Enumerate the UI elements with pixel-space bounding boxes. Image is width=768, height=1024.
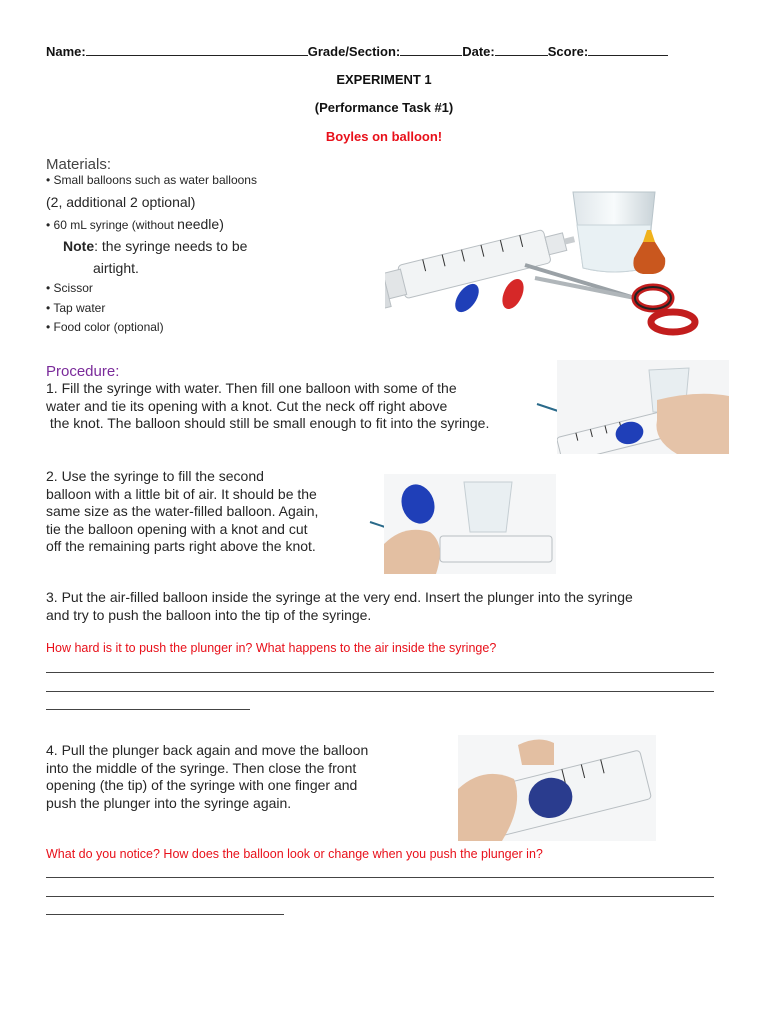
step-1-line: the knot. The balloon should still be small enough to fit into the syringe.	[46, 415, 490, 431]
step-3-line: 3. Put the air-filled balloon inside the syringe at the very end. Insert the plunger into the syringe	[46, 589, 633, 605]
step-3-line: and try to push the balloon into the tip of the syringe.	[46, 606, 372, 623]
syringe-text: • 60 mL syringe (without	[46, 218, 178, 232]
worksheet-header	[46, 44, 668, 59]
name-label: Name:	[46, 44, 86, 59]
activity-title: Boyles on balloon!	[325, 129, 443, 144]
score-label: Score:	[547, 44, 589, 59]
material-item-syringe	[46, 216, 224, 234]
answer-line-2[interactable]	[46, 691, 714, 692]
step-2-line: balloon with a little bit of air. It should be the	[46, 485, 317, 502]
material-item-water: • Tap water	[46, 301, 106, 315]
task-subtitle: (Performance Task #1)	[314, 100, 454, 115]
experiment-title: EXPERIMENT 1	[336, 72, 432, 87]
name-blank[interactable]	[86, 55, 308, 56]
step-2-line: same size as the water-filled balloon. Again,	[46, 503, 319, 519]
date-blank[interactable]	[495, 55, 548, 56]
note-line	[63, 238, 247, 254]
material-item-balloons: • Small balloons such as water balloons	[46, 173, 257, 187]
grade-label: Grade/Section:	[307, 44, 401, 59]
answer-line-3[interactable]	[46, 709, 250, 710]
note-continuation: airtight.	[93, 260, 139, 276]
step-1-line: 1. Fill the syringe with water. Then fill one balloon with some of the	[46, 380, 457, 396]
needle-text: needle)	[177, 216, 224, 232]
answer-line-4[interactable]	[46, 877, 714, 878]
materials-heading: Materials:	[46, 156, 112, 173]
step-2-line: 2. Use the syringe to fill the second	[46, 468, 264, 484]
grade-blank[interactable]	[400, 55, 462, 56]
procedure-heading: Procedure:	[46, 363, 120, 380]
material-item-food-color: • Food color (optional)	[46, 320, 164, 334]
step-2-photo	[384, 474, 556, 574]
material-item-balloons-cont: (2, additional 2 optional)	[46, 194, 196, 210]
answer-line-5[interactable]	[46, 896, 714, 897]
answer-line-1[interactable]	[46, 672, 714, 673]
score-blank[interactable]	[588, 55, 668, 56]
step-4-line: opening (the tip) of the syringe with one finger and	[46, 777, 358, 793]
step-2-line: tie the balloon opening with a knot and cut	[46, 520, 308, 537]
step-2	[46, 468, 376, 556]
answer-line-6[interactable]	[46, 914, 284, 915]
step-4-line: into the middle of the syringe. Then close the front	[46, 759, 357, 776]
question-2: What do you notice? How does the balloon look or change when you push the plunger in?	[46, 847, 543, 861]
question-1: How hard is it to push the plunger in? What happens to the air inside the syringe?	[46, 641, 497, 655]
materials-photo	[385, 180, 715, 342]
note-label: Note	[63, 238, 95, 254]
step-2-line: off the remaining parts right above the knot.	[46, 538, 316, 554]
step-4-photo	[458, 735, 656, 841]
note-text: : the syringe needs to be	[94, 238, 248, 254]
step-1	[46, 380, 566, 433]
step-4	[46, 742, 446, 812]
step-1-photo	[557, 360, 729, 454]
step-4-line: 4. Pull the plunger back again and move the balloon	[46, 742, 369, 758]
material-item-scissor: • Scissor	[46, 281, 93, 295]
date-label: Date:	[462, 44, 495, 59]
step-1-line: water and tie its opening with a knot. Cut the neck off right above	[46, 397, 448, 414]
step-4-line: push the plunger into the syringe again.	[46, 794, 292, 811]
step-3	[46, 589, 736, 624]
